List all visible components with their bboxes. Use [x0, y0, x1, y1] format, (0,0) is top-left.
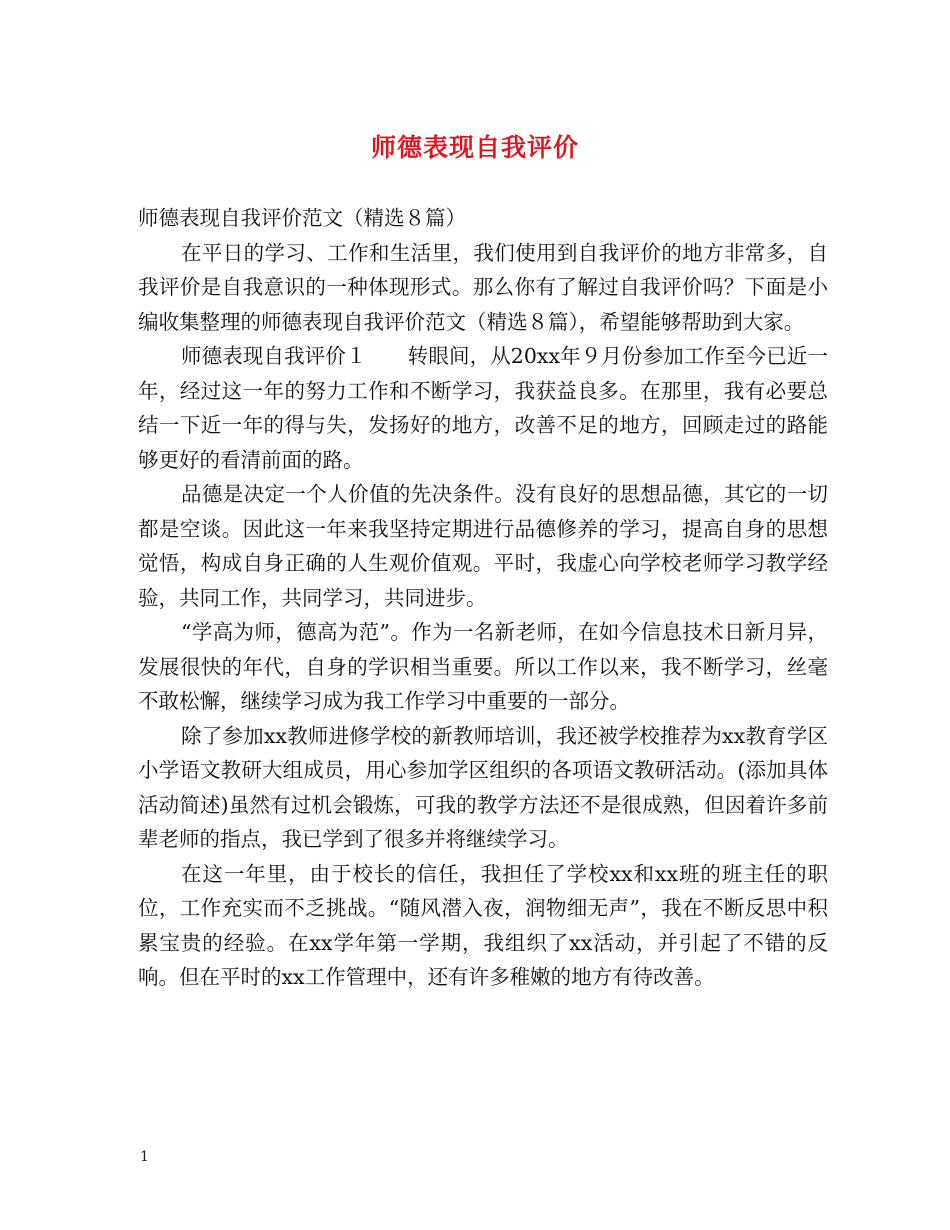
paragraph-learning: “学高为师，德高为范”。作为一名新老师，在如今信息技术日新月异，发展很快的年代，自身的学识相当重要。所以工作以来，我不断学习，丝毫不敢松懈，继续学习成为我工作学习中重要的一部分。 [138, 620, 828, 713]
document-title: 师德表现自我评价 [370, 133, 579, 162]
paragraph-morality: 品德是决定一个人价值的先决条件。没有良好的思想品德，其它的一切都是空谈。因此这一年来我坚持定期进行品德修养的学习，提高自身的思想觉悟，构成自身正确的人生观价值观。平时，我虚心向学校老师学习教学经验，共同工作，共同学习，共同进步。 [138, 482, 828, 610]
paragraph-evaluation-1: 师德表现自我评价１ 转眼间，从20xx年９月份参加工作至今已近一年，经过这一年的努力工作和不断学习，我获益良多。在那里，我有必要总结一下近一年的得与失，发扬好的地方，改善不足的地方，回顾走过的路能够更好的看清前面的路。 [138, 344, 828, 472]
page-number: 1 [140, 1149, 149, 1165]
document-subtitle: 师德表现自我评价范文（精选８篇） [138, 206, 466, 230]
paragraph-intro: 在平日的学习、工作和生活里，我们使用到自我评价的地方非常多，自我评价是自我意识的一种体现形式。那么你有了解过自我评价吗？下面是小编收集整理的师德表现自我评价范文（精选８篇），希望能够帮助到大家。 [138, 240, 828, 334]
paragraph-head-teacher: 在这一年里，由于校长的信任，我担任了学校xx和xx班的班主任的职位，工作充实而不乏挑战。“随风潜入夜，润物细无声”，我在不断反思中积累宝贵的经验。在xx学年第一学期，我组织了xx活动，并引起了不错的反响。但在平时的xx工作管理中，还有许多稚嫩的地方有待改善。 [138, 861, 828, 989]
paragraph-training: 除了参加xx教师进修学校的新教师培训，我还被学校推荐为xx教育学区小学语文教研大组成员，用心参加学区组织的各项语文教研活动。(添加具体活动简述)虽然有过机会锻炼，可我的教学方法还不是很成熟，但因着许多前辈老师的指点，我已学到了很多并将继续学习。 [138, 723, 828, 851]
document-body [138, 201, 828, 995]
